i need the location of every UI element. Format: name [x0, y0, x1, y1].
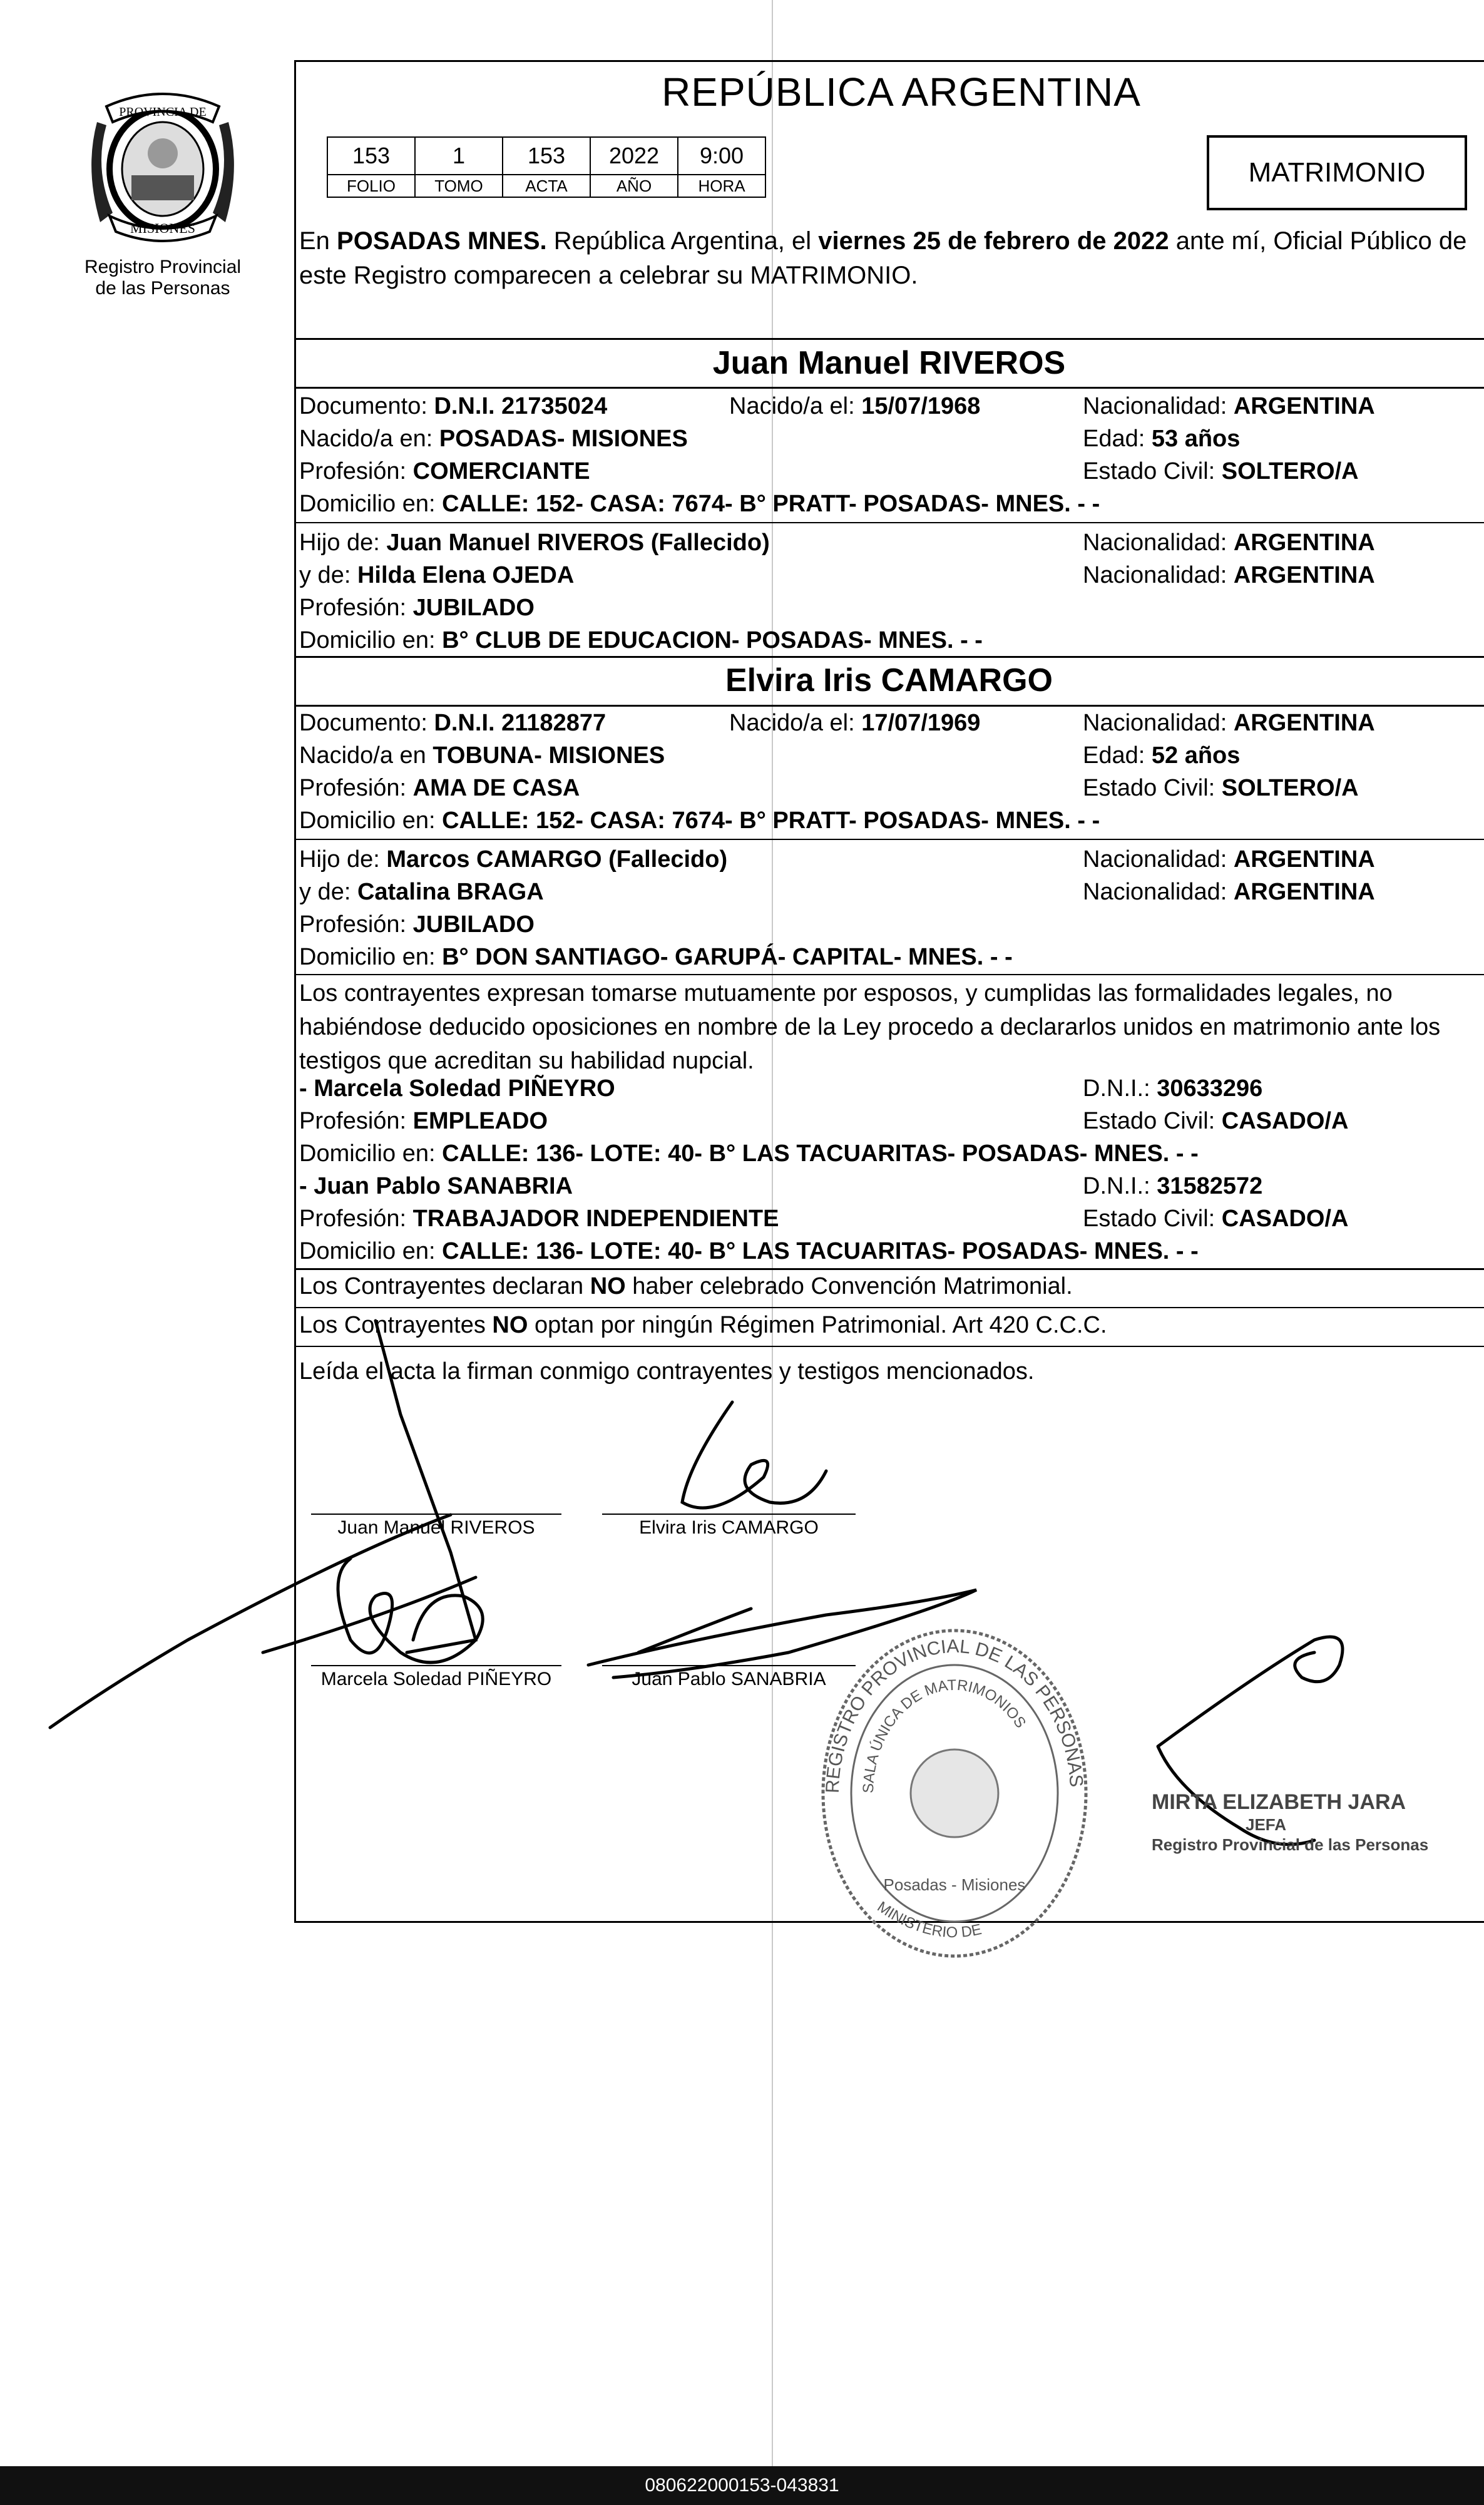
- label: Profesión:: [299, 1206, 413, 1232]
- reading-statement: Leída el acta la firman conmigo contrayentes y testigos mencionados.: [299, 1358, 1035, 1385]
- text: Los Contrayentes declaran: [299, 1273, 590, 1299]
- value: JUBILADO: [412, 911, 535, 938]
- spouse1-parents-profession: [299, 595, 535, 622]
- registry-caption-line2: de las Personas: [95, 278, 230, 299]
- label: Nacionalidad:: [1083, 879, 1234, 905]
- value: CASADO/A: [1221, 1108, 1349, 1134]
- signature-spouse1-stroke: [376, 1321, 476, 1652]
- label: Documento:: [299, 393, 434, 419]
- label: Nacido/a el:: [729, 393, 862, 419]
- signature-label-witness2: Juan Pablo SANABRIA: [632, 1669, 826, 1689]
- witness2-name: [299, 1173, 573, 1200]
- divider: [294, 705, 1484, 707]
- spouse2-civil-status: [1083, 775, 1359, 802]
- value: Hilda Elena OJEDA: [357, 562, 575, 588]
- hour-label: HORA: [678, 175, 765, 197]
- value: SOLTERO/A: [1221, 775, 1359, 801]
- spouse1-mother: [299, 562, 574, 589]
- value: COMERCIANTE: [412, 458, 590, 484]
- label: Domicilio en:: [299, 627, 443, 653]
- intro-place: POSADAS MNES.: [337, 227, 547, 255]
- spouse2-mother: [299, 879, 544, 906]
- divider: [294, 1268, 1484, 1270]
- label: Profesión:: [299, 458, 413, 484]
- spouse1-birthplace: [299, 426, 688, 453]
- divider: [294, 656, 1484, 658]
- label: Domicilio en:: [299, 1238, 443, 1264]
- label: Domicilio en:: [299, 491, 443, 517]
- signature-spouse1-stroke: [50, 1515, 476, 1728]
- acta-label: ACTA: [503, 175, 590, 197]
- negation: NO: [492, 1312, 528, 1338]
- witness2-profession: [299, 1206, 779, 1232]
- spouse2-nationality: [1083, 710, 1375, 737]
- tomo-label: TOMO: [415, 175, 503, 197]
- value: 31582572: [1157, 1173, 1263, 1199]
- spouse1-name: Juan Manuel RIVEROS: [712, 345, 1066, 381]
- spouse2-address: [299, 807, 1100, 834]
- value: AMA DE CASA: [412, 775, 580, 801]
- value: D.N.I. 21735024: [434, 393, 608, 419]
- value: CASADO/A: [1221, 1206, 1349, 1232]
- signature-label-spouse2: Elvira Iris CAMARGO: [639, 1517, 819, 1538]
- label: Nacido/a en: [299, 742, 433, 769]
- tomo-value: 1: [415, 137, 503, 175]
- label: D.N.I.:: [1083, 1173, 1157, 1199]
- spouse2-birthplace: [299, 742, 665, 769]
- witness1-name: [299, 1075, 615, 1102]
- label: Estado Civil:: [1083, 1108, 1222, 1134]
- label: Estado Civil:: [1083, 775, 1222, 801]
- value: D.N.I. 21182877: [434, 710, 606, 736]
- year-value: 2022: [590, 137, 678, 175]
- value: POSADAS- MISIONES: [439, 426, 688, 452]
- spouse2-document: [299, 710, 606, 737]
- official-office: Registro Provincial de las Personas: [1152, 1835, 1429, 1854]
- label: Hijo de:: [299, 530, 387, 556]
- value: ARGENTINA: [1233, 562, 1375, 588]
- convention-statement: [299, 1273, 1073, 1300]
- spouse1-profession: [299, 458, 590, 485]
- stamp-city: Posadas - Misiones: [883, 1875, 1026, 1894]
- text: Los Contrayentes: [299, 1312, 493, 1338]
- spouse2-birthdate: [729, 710, 980, 737]
- value: SOLTERO/A: [1221, 458, 1359, 484]
- signature-label-witness1: Marcela Soledad PIÑEYRO: [320, 1669, 552, 1689]
- label: Estado Civil:: [1083, 1206, 1222, 1232]
- value: Marcos CAMARGO (Fallecido): [386, 846, 728, 873]
- label: Nacionalidad:: [1083, 562, 1234, 588]
- label: y de:: [299, 562, 357, 588]
- label: y de:: [299, 879, 357, 905]
- value: CALLE: 136- LOTE: 40- B° LAS TACUARITAS- POSADAS- MNES. - -: [442, 1238, 1199, 1264]
- label: Domicilio en:: [299, 1140, 443, 1167]
- official-round-stamp: [814, 1615, 1095, 1972]
- value: ARGENTINA: [1233, 846, 1375, 873]
- witness1-profession: [299, 1108, 548, 1135]
- value: 53 años: [1151, 426, 1241, 452]
- value: EMPLEADO: [412, 1108, 548, 1134]
- registry-caption: [56, 257, 269, 299]
- label: Nacionalidad:: [1083, 710, 1234, 736]
- value: Juan Manuel RIVEROS (Fallecido): [386, 530, 770, 556]
- stamp-outer-path: REGISTRO PROVINCIAL DE LAS PERSONAS: [822, 1636, 1087, 1794]
- label: Nacionalidad:: [1083, 530, 1234, 556]
- record-number-table: [327, 136, 766, 198]
- signature-spouse2-stroke: [682, 1402, 826, 1508]
- witness1-civil-status: [1083, 1108, 1348, 1135]
- spouse1-birthdate: [729, 393, 980, 420]
- intro-text-2: República Argentina, el: [546, 227, 819, 255]
- value: ARGENTINA: [1233, 879, 1375, 905]
- intro-paragraph: [299, 224, 1482, 293]
- spouse1-civil-status: [1083, 458, 1359, 485]
- spouse1-father-nationality: [1083, 530, 1375, 556]
- folio-value: 153: [327, 137, 415, 175]
- value: CALLE: 152- CASA: 7674- B° PRATT- POSADAS- MNES. - -: [442, 807, 1100, 834]
- stamp-bottom-path: MINISTERIO DE: [874, 1898, 983, 1942]
- acta-value: 153: [503, 137, 590, 175]
- spouse2-father-nationality: [1083, 846, 1375, 873]
- divider: [294, 839, 1484, 840]
- value: - Juan Pablo SANABRIA: [299, 1173, 573, 1199]
- spouse2-profession: [299, 775, 580, 802]
- value: ARGENTINA: [1233, 530, 1375, 556]
- spouse1-age: [1083, 426, 1240, 453]
- intro-date: viernes 25 de febrero de 2022: [818, 227, 1169, 255]
- label: Nacido/a en:: [299, 426, 439, 452]
- value: B° CLUB DE EDUCACION- POSADAS- MNES. - -: [442, 627, 983, 653]
- value: 17/07/1969: [861, 710, 981, 736]
- label: Domicilio en:: [299, 944, 443, 970]
- spouse1-parents-address: [299, 627, 983, 654]
- registry-caption-line1: Registro Provincial: [84, 257, 242, 277]
- value: - Marcela Soledad PIÑEYRO: [299, 1075, 615, 1102]
- witness2-dni: [1083, 1173, 1262, 1200]
- value: CALLE: 136- LOTE: 40- B° LAS TACUARITAS- POSADAS- MNES. - -: [442, 1140, 1199, 1167]
- intro-text-1: En: [299, 227, 337, 255]
- spouse1-document: [299, 393, 607, 420]
- logo-bottom-text: MISIONES: [130, 220, 195, 236]
- value: ARGENTINA: [1233, 393, 1375, 419]
- text: haber celebrado Convención Matrimonial.: [625, 1273, 1073, 1299]
- intro-text-3: ante mí, Oficial Público de este Registro comparecen a celebrar su MATRIMONIO.: [299, 227, 1467, 289]
- divider: [294, 522, 1484, 523]
- value: 52 años: [1151, 742, 1241, 769]
- value: 15/07/1968: [861, 393, 981, 419]
- value: ARGENTINA: [1233, 710, 1375, 736]
- label: Domicilio en:: [299, 807, 443, 834]
- label: Nacionalidad:: [1083, 846, 1234, 873]
- witness1-dni: [1083, 1075, 1262, 1102]
- label: Hijo de:: [299, 846, 387, 873]
- label: Profesión:: [299, 595, 413, 621]
- official-name: MIRTA ELIZABETH JARA: [1152, 1790, 1406, 1814]
- spouse1-nationality: [1083, 393, 1375, 420]
- label: Nacionalidad:: [1083, 393, 1234, 419]
- label: Documento:: [299, 710, 434, 736]
- spouse2-parents-profession: [299, 911, 535, 938]
- witness2-address: [299, 1238, 1199, 1265]
- divider: [294, 1307, 1484, 1308]
- spouse2-age: [1083, 742, 1240, 769]
- value: TOBUNA- MISIONES: [432, 742, 665, 769]
- value: B° DON SANTIAGO- GARUPÁ- CAPITAL- MNES. - -: [442, 944, 1013, 970]
- spouse1-mother-nationality: [1083, 562, 1375, 589]
- declaration-paragraph: Los contrayentes expresan tomarse mutuamente por esposos, y cumplidas las formalidades legales, no habiéndose deducido oposiciones en nombre de la Ley procedo a declararlos unidos en matrimonio ante los testigos que acreditan su habilidad nupcial.: [299, 980, 1441, 1074]
- divider: [294, 974, 1484, 975]
- footer-document-code: 080622000153-043831: [0, 2466, 1484, 2505]
- label: Profesión:: [299, 1108, 413, 1134]
- divider: [294, 338, 1484, 340]
- record-type-box: MATRIMONIO: [1207, 135, 1467, 210]
- official-title: JEFA: [1246, 1815, 1287, 1834]
- label: Edad:: [1083, 426, 1152, 452]
- value: 30633296: [1157, 1075, 1263, 1102]
- folio-label: FOLIO: [327, 175, 415, 197]
- label: Edad:: [1083, 742, 1152, 769]
- label: Estado Civil:: [1083, 458, 1222, 484]
- spouse1-father: [299, 530, 770, 556]
- spouse2-parents-address: [299, 944, 1013, 971]
- label: Nacido/a el:: [729, 710, 862, 736]
- spouse2-father: [299, 846, 727, 873]
- logo-top-text: PROVINCIA DE: [119, 105, 207, 119]
- year-label: AÑO: [590, 175, 678, 197]
- hour-value: 9:00: [678, 137, 765, 175]
- value: Catalina BRAGA: [357, 879, 544, 905]
- spouse2-mother-nationality: [1083, 879, 1375, 906]
- negation: NO: [590, 1273, 626, 1299]
- signature-label-spouse1: Juan Manuel RIVEROS: [337, 1517, 535, 1538]
- witness1-address: [299, 1140, 1199, 1167]
- label: Profesión:: [299, 775, 413, 801]
- divider: [294, 387, 1484, 389]
- witness2-civil-status: [1083, 1206, 1348, 1232]
- stamp-inner-path: SALA ÚNICA DE MATRIMONIOS: [859, 1676, 1030, 1794]
- value: JUBILADO: [412, 595, 535, 621]
- province-seal-logo: [81, 88, 244, 250]
- value: CALLE: 152- CASA: 7674- B° PRATT- POSADAS- MNES. - -: [442, 491, 1100, 517]
- signature-witness1-stroke: [338, 1559, 483, 1662]
- spouse2-name: Elvira Iris CAMARGO: [725, 662, 1053, 699]
- stamp-bottom-text: [874, 1898, 983, 1941]
- text: optan por ningún Régimen Patrimonial. Art 420 C.C.C.: [528, 1312, 1107, 1338]
- country-title: REPÚBLICA ARGENTINA: [662, 69, 1141, 115]
- spouse1-address: [299, 491, 1100, 518]
- label: D.N.I.:: [1083, 1075, 1157, 1102]
- value: TRABAJADOR INDEPENDIENTE: [412, 1206, 779, 1232]
- label: Profesión:: [299, 911, 413, 938]
